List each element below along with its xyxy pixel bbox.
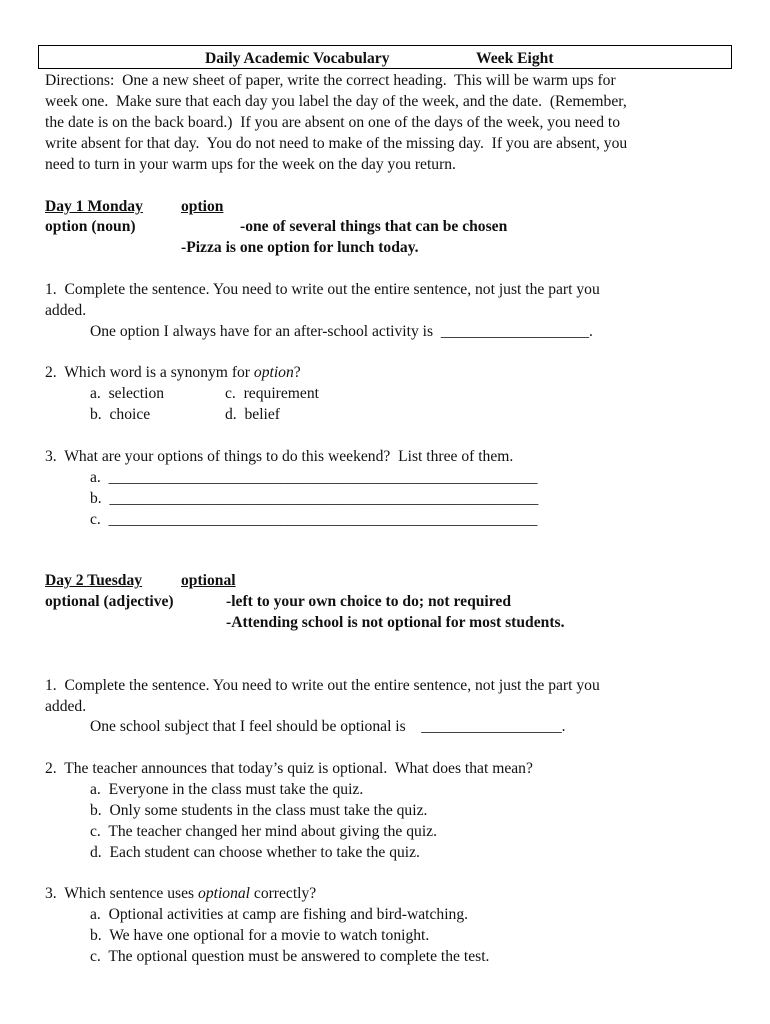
day2-label: Day 2 Tuesday bbox=[45, 572, 143, 589]
day2-q3-option-b: b. We have one optional for a movie to watch tonight. bbox=[90, 927, 430, 944]
directions-line: Directions: One a new sheet of paper, write the correct heading. This will be warm ups for bbox=[45, 72, 616, 89]
week-label: Week Eight bbox=[476, 50, 554, 67]
day2-q1-prompt: One school subject that I feel should be optional is __________________. bbox=[90, 718, 566, 735]
day1-q1-prompt: One option I always have for an after-school activity is ___________________. bbox=[90, 323, 593, 340]
day1-q1-line1: 1. Complete the sentence. You need to write out the entire sentence, not just the part you bbox=[45, 281, 600, 298]
day2-q3-option-a: a. Optional activities at camp are fishing and bird-watching. bbox=[90, 906, 469, 923]
day1-definition: -one of several things that can be chosen bbox=[240, 218, 508, 235]
day2-term: optional (adjective) bbox=[45, 593, 174, 610]
day2-q2-option-c: c. The teacher changed her mind about giving the quiz. bbox=[90, 823, 437, 840]
day1-q2-option-b: b. choice bbox=[90, 406, 151, 423]
directions-line: need to turn in your warm ups for the week on the day you return. bbox=[45, 156, 456, 173]
day2-q2-option-a: a. Everyone in the class must take the quiz. bbox=[90, 781, 364, 798]
day1-q2-option-a: a. selection bbox=[90, 385, 165, 402]
day1-label: Day 1 Monday bbox=[45, 198, 143, 215]
day2-q2-option-d: d. Each student can choose whether to take the quiz. bbox=[90, 844, 420, 861]
day1-q3-question: 3. What are your options of things to do this weekend? List three of them. bbox=[45, 448, 514, 465]
day1-q3-line-a: a. _______________________________________________________ bbox=[90, 469, 538, 486]
day2-q2-option-b: b. Only some students in the class must take the quiz. bbox=[90, 802, 428, 819]
day2-q1-line1: 1. Complete the sentence. You need to write out the entire sentence, not just the part you bbox=[45, 677, 600, 694]
day2-q3-question: 3. Which sentence uses optional correctly? bbox=[45, 885, 317, 902]
directions-line: write absent for that day. You do not need to make of the missing day. If you are absent, you bbox=[45, 135, 628, 152]
day1-word: option bbox=[181, 198, 224, 215]
day2-word: optional bbox=[181, 572, 236, 589]
worksheet-title: Daily Academic Vocabulary bbox=[205, 50, 390, 67]
day1-q1-line2: added. bbox=[45, 302, 87, 319]
day2-example: -Attending school is not optional for most students. bbox=[226, 614, 565, 631]
day2-q1-line2: added. bbox=[45, 698, 87, 715]
day1-q3-line-c: c. _______________________________________________________ bbox=[90, 511, 538, 528]
day1-example: -Pizza is one option for lunch today. bbox=[181, 239, 419, 256]
day2-q2-question: 2. The teacher announces that today’s quiz is optional. What does that mean? bbox=[45, 760, 533, 777]
day1-q2-option-c: c. requirement bbox=[225, 385, 319, 402]
day2-q3-option-c: c. The optional question must be answered to complete the test. bbox=[90, 948, 490, 965]
directions-line: week one. Make sure that each day you label the day of the week, and the date. (Remember, bbox=[45, 93, 627, 110]
directions-line: the date is on the back board.) If you are absent on one of the days of the week, you need to bbox=[45, 114, 621, 131]
day1-q3-line-b: b. _______________________________________________________ bbox=[90, 490, 539, 507]
day1-term: option (noun) bbox=[45, 218, 136, 235]
day1-q2-option-d: d. belief bbox=[225, 406, 280, 423]
day1-q2-question: 2. Which word is a synonym for option? bbox=[45, 364, 301, 381]
day2-definition: -left to your own choice to do; not required bbox=[226, 593, 511, 610]
